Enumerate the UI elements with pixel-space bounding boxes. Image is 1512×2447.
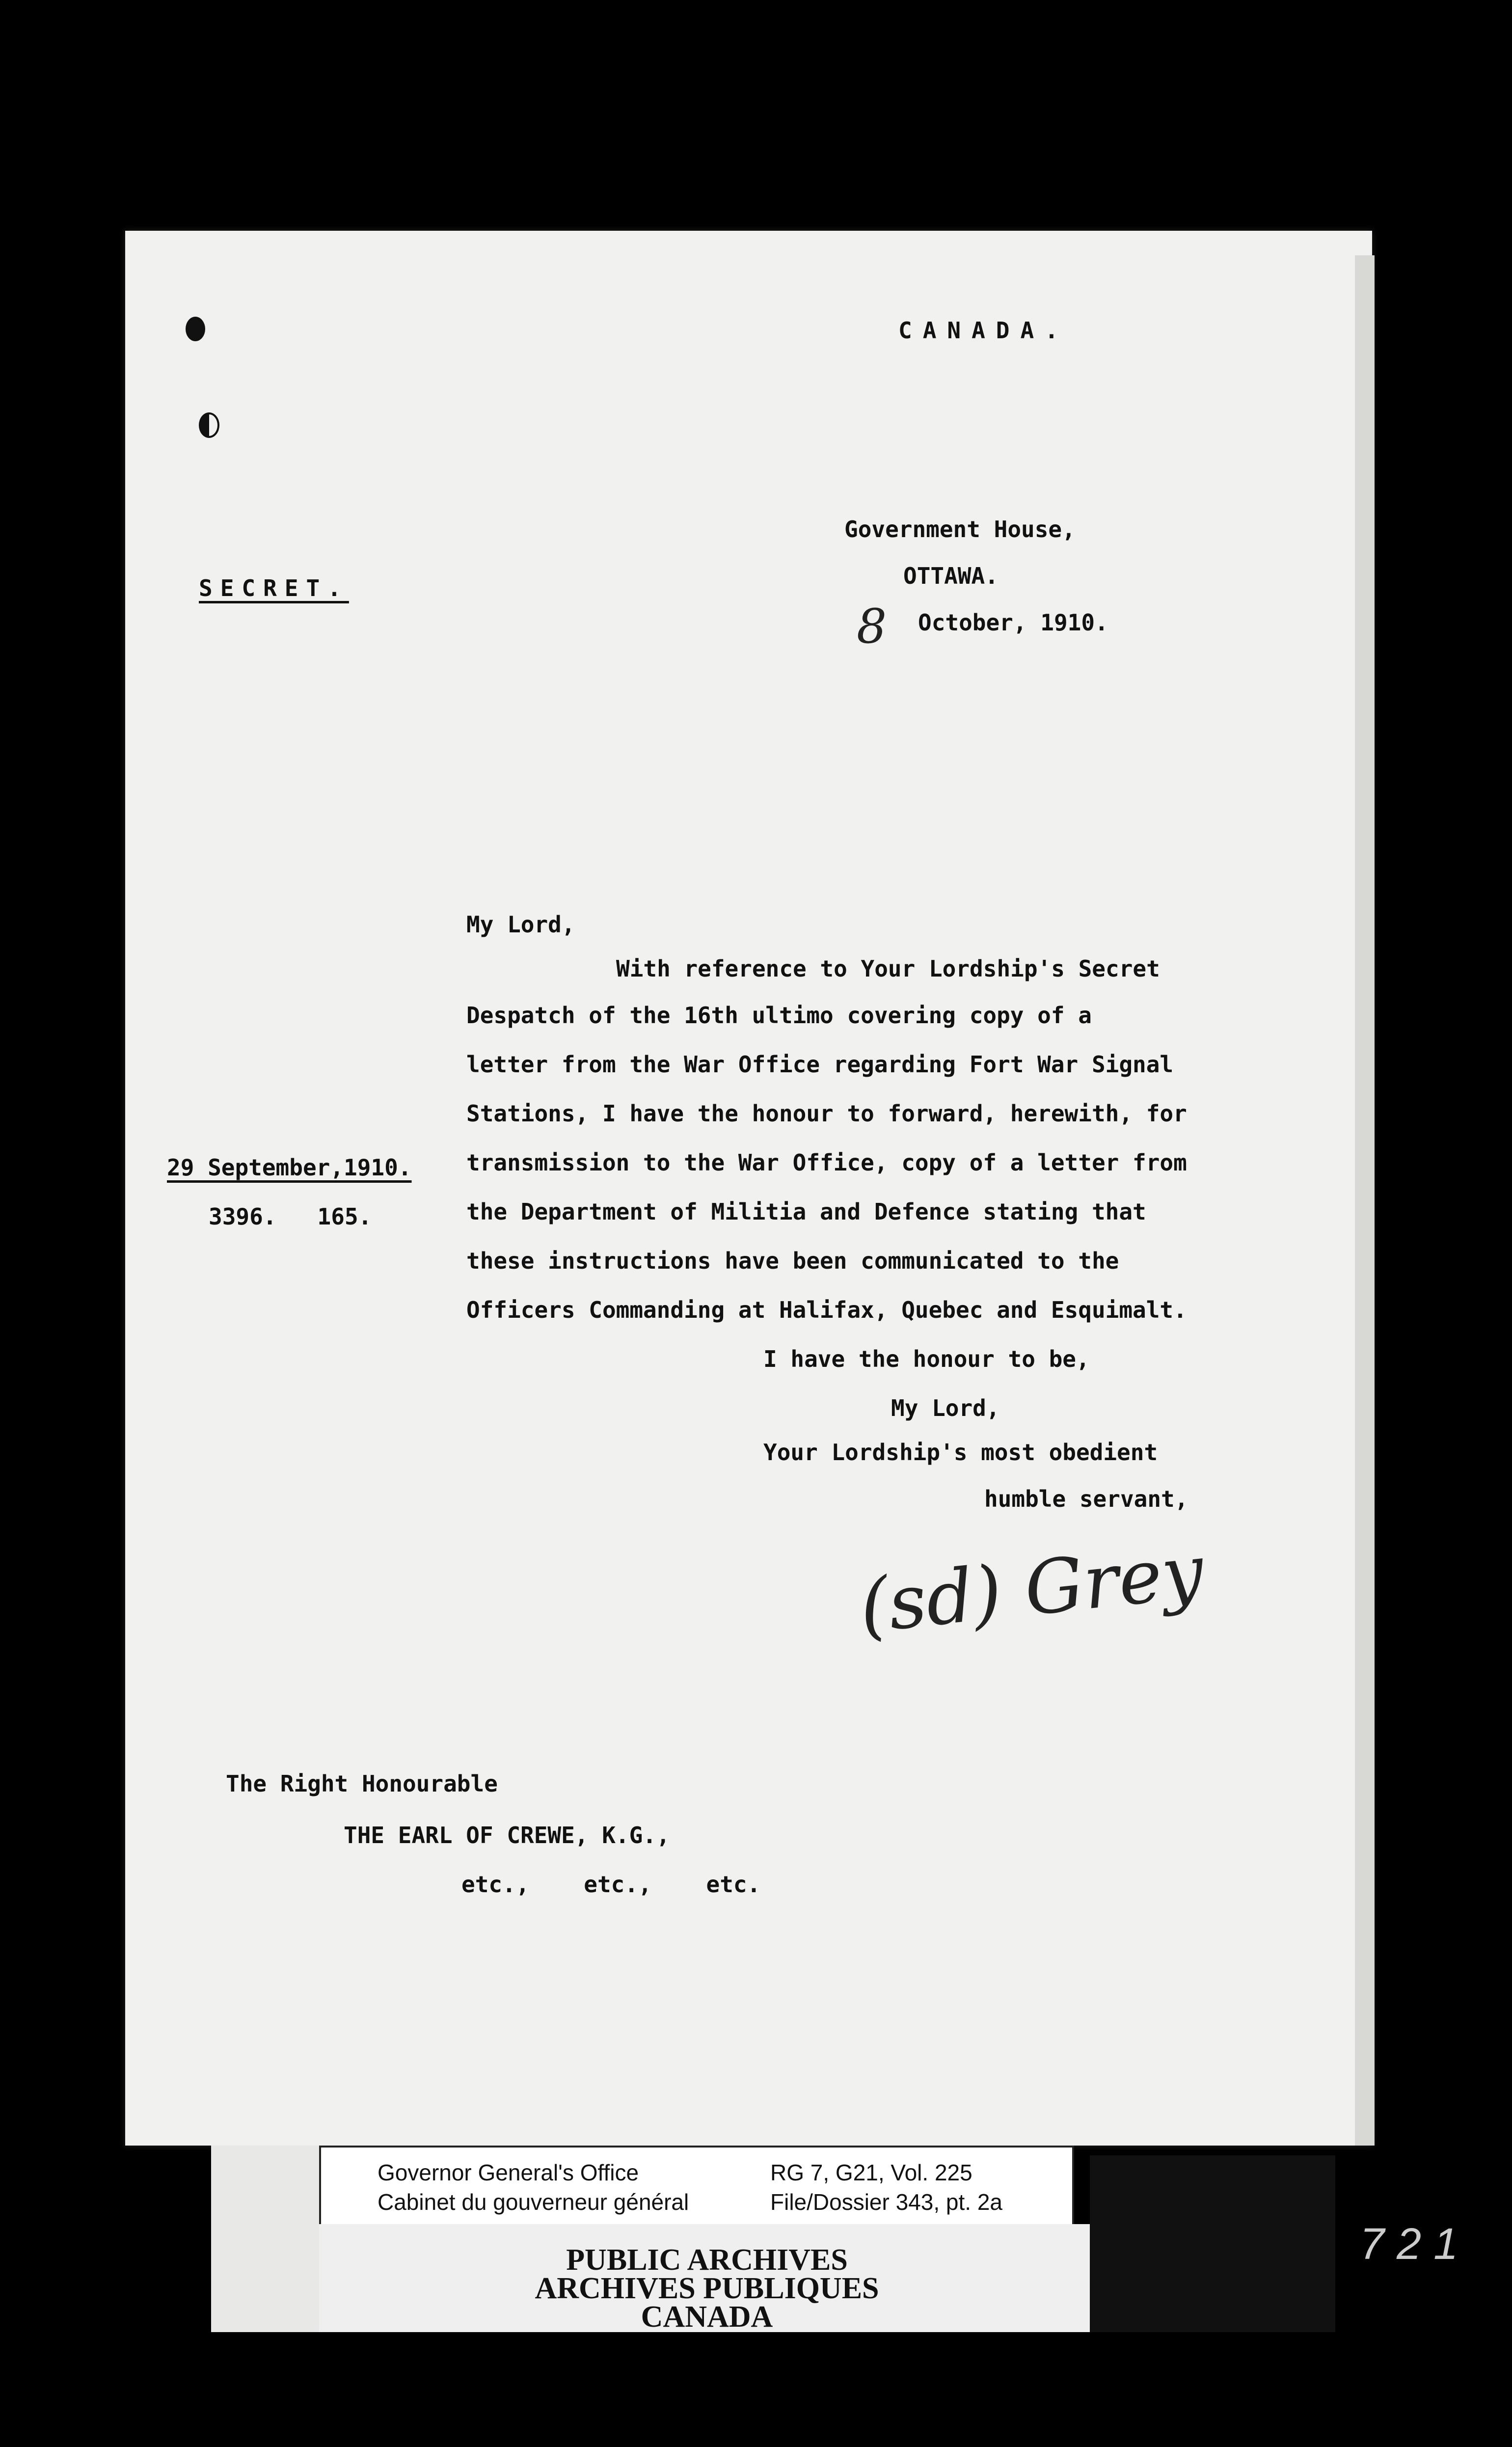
stamp-line-1: PUBLIC ARCHIVES — [566, 2243, 848, 2277]
body-line-6: the Department of Militia and Defence stating that — [466, 1198, 1146, 1225]
body-line-1: With reference to Your Lordship's Secret — [616, 955, 1160, 982]
margin-note-reference: 3396. 165. — [209, 1203, 372, 1230]
body-line-5: transmission to the War Office, copy of a letter from — [466, 1149, 1187, 1176]
punch-hole-bottom — [199, 412, 219, 438]
document-page — [125, 231, 1372, 2146]
letter-date: October, 1910. — [918, 609, 1108, 636]
page-edge — [1355, 255, 1375, 2146]
margin-note-date: 29 September,1910. — [167, 1154, 412, 1181]
archives-stamp — [319, 2224, 1095, 2332]
stamp-line-3: CANADA — [641, 2300, 773, 2334]
addressee-line-3: etc., etc., etc. — [461, 1871, 761, 1898]
body-line-4: Stations, I have the honour to forward, herewith, for — [466, 1100, 1187, 1127]
closing-line-3: Your Lordship's most obedient — [763, 1439, 1158, 1466]
body-line-8: Officers Commanding at Halifax, Quebec and Esquimalt. — [466, 1297, 1187, 1323]
body-line-3: letter from the War Office regarding Fort War Signal — [466, 1051, 1174, 1078]
punch-hole-top — [186, 317, 205, 341]
classification-label: SECRET. — [199, 575, 349, 601]
closing-line-4: humble servant, — [984, 1486, 1188, 1512]
date-day-handwritten: 8 — [857, 599, 887, 654]
record-group: RG 7, G21, Vol. 225 — [770, 2160, 972, 2185]
address-line-2: OTTAWA. — [903, 563, 999, 589]
closing-line-2: My Lord, — [891, 1395, 1000, 1421]
addressee-line-2: THE EARL OF CREWE, K.G., — [344, 1822, 670, 1849]
country-heading: CANADA. — [898, 317, 1069, 344]
signature: (sd) Grey — [855, 1528, 1208, 1650]
film-margin-right — [1090, 2155, 1335, 2332]
stamp-line-2: ARCHIVES PUBLIQUES — [535, 2272, 879, 2305]
salutation: My Lord, — [466, 911, 575, 938]
archive-reference-label — [319, 2146, 1074, 2230]
addressee-line-1: The Right Honourable — [226, 1770, 498, 1797]
closing-line-1: I have the honour to be, — [763, 1346, 1090, 1372]
film-margin — [211, 2146, 319, 2332]
body-line-2: Despatch of the 16th ultimo covering copy of a — [466, 1002, 1092, 1029]
office-name-english: Governor General's Office — [378, 2160, 639, 2185]
body-line-7: these instructions have been communicated to the — [466, 1248, 1119, 1274]
address-line-1: Government House, — [844, 516, 1076, 543]
office-name-french: Cabinet du gouverneur général — [378, 2189, 689, 2215]
file-dossier: File/Dossier 343, pt. 2a — [770, 2189, 1003, 2215]
frame-number: 7 2 1 — [1360, 2220, 1458, 2269]
